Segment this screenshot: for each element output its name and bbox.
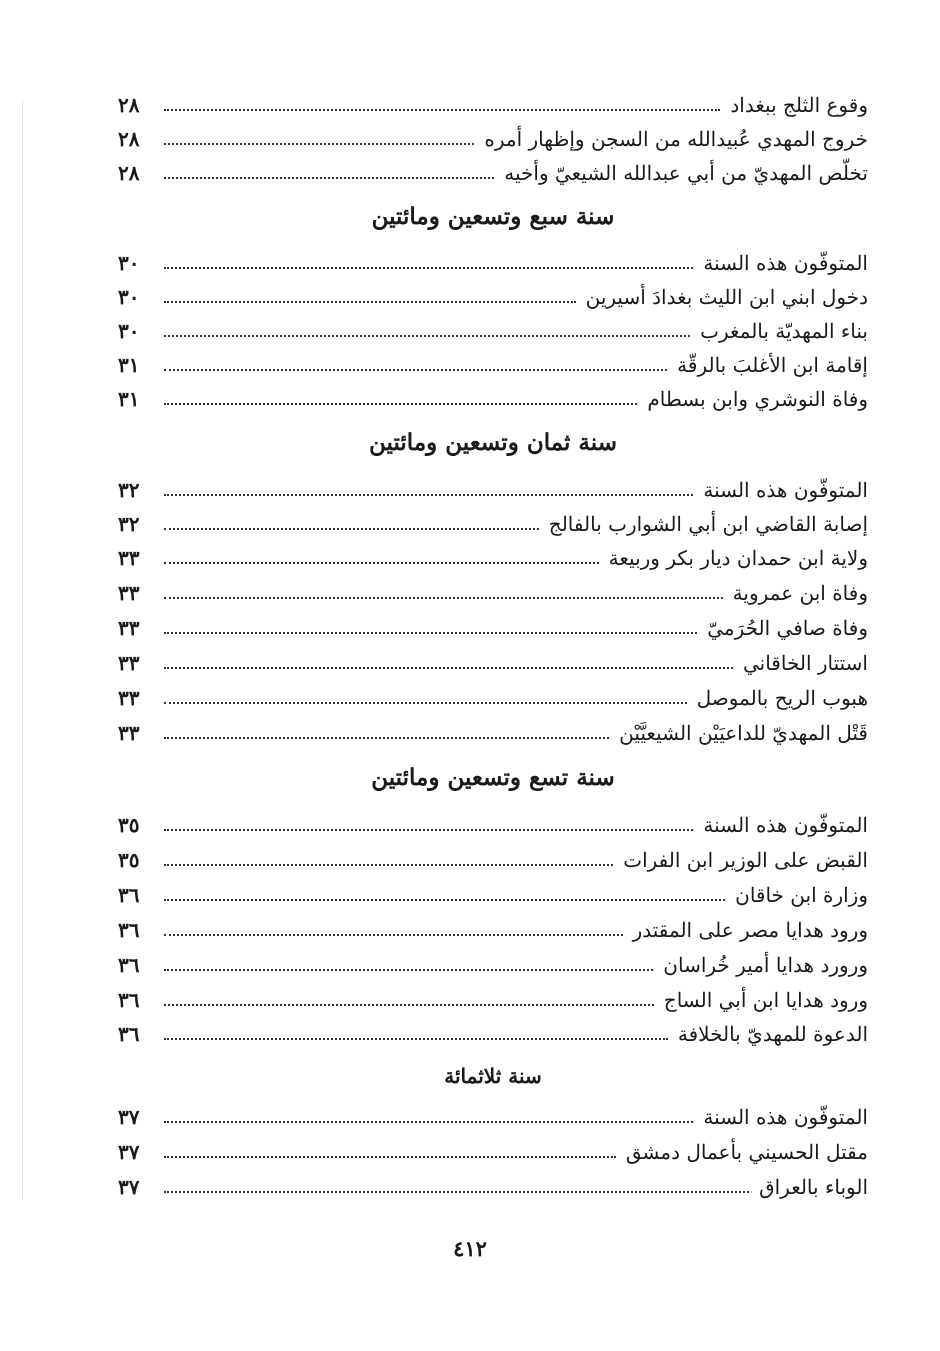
entry-page-number: ٣٠ [118, 319, 140, 343]
dot-leader [164, 494, 693, 496]
entry-page-number: ٢٨ [118, 93, 140, 117]
toc-entry [118, 1013, 868, 1047]
entry-title: استتار الخاقاني [742, 651, 868, 675]
entry-page-number: ٣٥ [118, 813, 140, 837]
toc-entry [118, 276, 868, 310]
entry-page-number: ٣٣ [118, 651, 140, 675]
scan-margin-line [22, 100, 23, 1200]
entry-title: إقامة ابن الأغلبَ بالرقّة [677, 353, 868, 377]
entry-page-number: ٣١ [118, 353, 140, 377]
dot-leader [164, 1191, 749, 1193]
toc-entry [118, 118, 868, 152]
entry-title: المتوفّون هذه السنة [703, 251, 868, 275]
entry-page-number: ٣٧ [118, 1105, 140, 1129]
entry-page-number: ٣٣ [118, 721, 140, 745]
dot-leader [164, 632, 697, 634]
toc-entry [118, 469, 868, 503]
dot-leader [164, 737, 609, 739]
entry-page-number: ٣٥ [118, 848, 140, 872]
entry-title: وزارة ابن خاقان [735, 883, 868, 907]
entry-title: وفاة النوشري وابن بسطام [647, 387, 868, 411]
dot-leader [164, 702, 687, 704]
dot-leader [164, 1156, 616, 1158]
entry-page-number: ٣٦ [118, 883, 140, 907]
entry-title: ورود هدايا ابن أبي الساج [663, 988, 868, 1012]
toc-entry [118, 839, 868, 873]
dot-leader [164, 597, 723, 599]
toc-entry [118, 152, 868, 186]
dot-leader [164, 829, 693, 831]
entry-title: ورود هدايا مصر على المقتدر [632, 918, 868, 942]
entry-title: قَتْل المهديّ للداعيَيْن الشيعيَّيْن [619, 721, 868, 745]
entry-page-number: ٣٣ [118, 581, 140, 605]
toc-entry [118, 607, 868, 641]
page-number-footer: ٤١٢ [453, 1236, 487, 1261]
toc-entry [118, 677, 868, 711]
entry-page-number: ٣٠ [118, 251, 140, 275]
entry-title: القبض على الوزير ابن الفرات [623, 848, 868, 872]
dot-leader [164, 1121, 693, 1123]
toc-entry [118, 909, 868, 943]
dot-leader [164, 1038, 668, 1040]
entry-page-number: ٢٨ [118, 161, 140, 185]
entry-title: المتوفّون هذه السنة [703, 1105, 868, 1129]
toc-entry [118, 804, 868, 838]
dot-leader [164, 267, 693, 269]
dot-leader [164, 1004, 654, 1006]
entry-title: هبوب الريح بالموصل [696, 686, 868, 710]
section-heading: سنة تسع وتسعين ومائتين [371, 764, 615, 791]
entry-title: بناء المهديّة بالمغرب [700, 319, 868, 343]
entry-title: ورورد هدايا أمير خُراسان [663, 953, 868, 977]
entry-title: إصابة القاضي ابن أبي الشوارب بالفالج [548, 512, 868, 536]
dot-leader [164, 369, 667, 371]
dot-leader [164, 301, 576, 303]
dot-leader [164, 528, 539, 530]
toc-entry [118, 712, 868, 746]
entry-page-number: ٣٢ [118, 478, 140, 502]
dot-leader [164, 562, 599, 564]
toc-entry [118, 84, 868, 118]
entry-title: الدعوة للمهديّ بالخلافة [677, 1022, 868, 1046]
toc-entry [118, 1096, 868, 1130]
entry-page-number: ٢٨ [118, 127, 140, 151]
entry-title: خروج المهدي عُبيدالله من السجن وإظهار أمره [484, 127, 868, 151]
toc-entry [118, 572, 868, 606]
entry-page-number: ٣٦ [118, 1022, 140, 1046]
entry-title: دخول ابني ابن الليث بغدادَ أسيرين [585, 285, 868, 309]
entry-title: الوباء بالعراق [759, 1175, 868, 1199]
entry-page-number: ٣٦ [118, 953, 140, 977]
toc-entry [118, 242, 868, 276]
dot-leader [164, 143, 474, 145]
dot-leader [164, 934, 623, 936]
dot-leader [164, 667, 733, 669]
toc-entry [118, 503, 868, 537]
toc-entry [118, 979, 868, 1013]
dot-leader [164, 969, 653, 971]
dot-leader [164, 177, 494, 179]
entry-page-number: ٣٣ [118, 616, 140, 640]
entry-title: المتوفّون هذه السنة [703, 478, 868, 502]
entry-page-number: ٣٠ [118, 285, 140, 309]
entry-title: ولاية ابن حمدان ديار بكر وربيعة [608, 546, 868, 570]
section-heading: سنة ثمان وتسعين ومائتين [369, 429, 617, 456]
entry-title: مقتل الحسيني بأعمال دمشق [625, 1140, 868, 1164]
entry-page-number: ٣٦ [118, 988, 140, 1012]
dot-leader [164, 335, 690, 337]
entry-title: وفاة ابن عمروية [732, 581, 868, 605]
toc-entry [118, 344, 868, 378]
section-heading: سنة ثلاثمائة [444, 1064, 542, 1088]
entry-page-number: ٣٧ [118, 1140, 140, 1164]
toc-entry [118, 310, 868, 344]
toc-entry [118, 874, 868, 908]
entry-page-number: ٣٣ [118, 546, 140, 570]
toc-entry [118, 1166, 868, 1200]
dot-leader [164, 109, 720, 111]
section-heading: سنة سبع وتسعين ومائتين [371, 203, 615, 230]
entry-title: وقوع الثلج ببغداد [730, 93, 868, 117]
dot-leader [164, 403, 637, 405]
entry-title: المتوفّون هذه السنة [703, 813, 868, 837]
entry-page-number: ٣٦ [118, 918, 140, 942]
dot-leader [164, 864, 613, 866]
entry-page-number: ٣٢ [118, 512, 140, 536]
entry-page-number: ٣٣ [118, 686, 140, 710]
toc-entry [118, 944, 868, 978]
entry-title: وفاة صافي الحُرَميّ [707, 616, 868, 640]
toc-entry [118, 378, 868, 412]
dot-leader [164, 899, 725, 901]
entry-page-number: ٣٧ [118, 1175, 140, 1199]
toc-entry [118, 537, 868, 571]
toc-entry [118, 1131, 868, 1165]
entry-page-number: ٣١ [118, 387, 140, 411]
entry-title: تخلّص المهديّ من أبي عبدالله الشيعيّ وأخيه [504, 161, 868, 185]
toc-entry [118, 642, 868, 676]
